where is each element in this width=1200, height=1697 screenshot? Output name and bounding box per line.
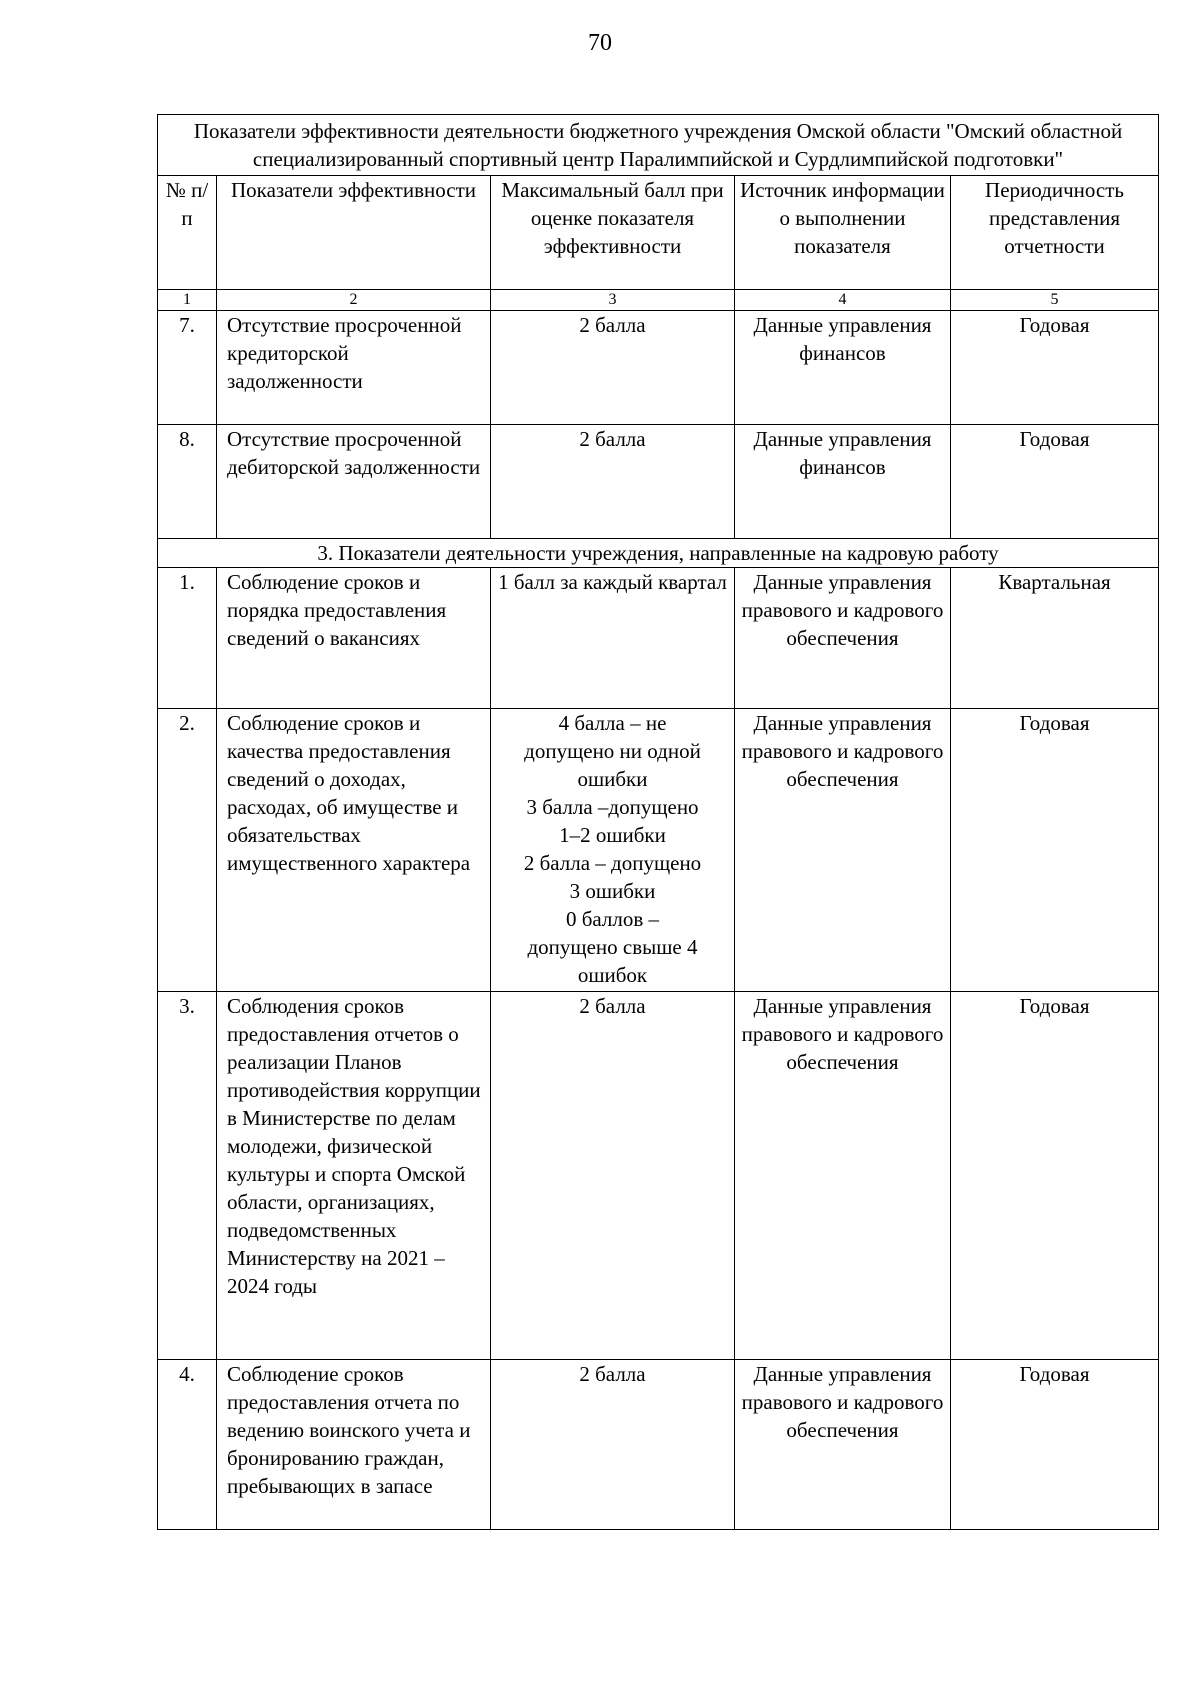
- row-source: Данные управления правового и кадрового обеспечения: [735, 709, 951, 992]
- score-line: 4 балла – не: [558, 711, 667, 735]
- page-number: 70: [588, 30, 612, 56]
- row-source: Данные управления правового и кадрового обеспечения: [735, 568, 951, 709]
- row-score: 2 балла: [491, 992, 735, 1360]
- score-line: 0 баллов –: [565, 907, 660, 931]
- row-indicator: Отсутствие просроченной кредиторской задолженности: [217, 311, 491, 425]
- row-number: 7.: [158, 311, 217, 425]
- row-source: Данные управления финансов: [735, 425, 951, 539]
- score-line: 2 балла – допущено: [523, 851, 702, 875]
- column-number: 1: [158, 290, 217, 311]
- section-row: [158, 539, 1159, 568]
- row-indicator: Соблюдение сроков предоставления отчета по ведению воинского учета и бронированию граждан, пребывающих в запасе: [217, 1360, 491, 1530]
- score-line: ошибок: [577, 963, 648, 987]
- score-line: ошибки: [577, 767, 648, 791]
- row-periodicity: Годовая: [951, 709, 1159, 992]
- section-title: 3. Показатели деятельности учреждения, направленные на кадровую работу: [158, 539, 1159, 568]
- table-row: [158, 568, 1159, 709]
- row-number: 8.: [158, 425, 217, 539]
- row-number: 2.: [158, 709, 217, 992]
- row-source: Данные управления правового и кадрового обеспечения: [735, 1360, 951, 1530]
- row-score: [491, 709, 735, 992]
- table-row: [158, 992, 1159, 1360]
- score-line: 3 ошибки: [569, 879, 656, 903]
- table-row: [158, 311, 1159, 425]
- column-number: 4: [735, 290, 951, 311]
- column-numbers-row: [158, 290, 1159, 311]
- score-line: допущено свыше 4: [527, 935, 698, 959]
- score-line: 3 балла –допущено: [526, 795, 699, 819]
- header-indicator: Показатели эффективности: [217, 176, 491, 290]
- score-line: 1–2 ошибки: [559, 823, 666, 847]
- table-title: Показатели эффективности деятельности бюджетного учреждения Омской области "Омский областной специализированный спортивный центр Паралимпийской и Сурдлимпийской подготовки": [158, 115, 1159, 176]
- row-periodicity: Годовая: [951, 1360, 1159, 1530]
- row-score: 1 балл за каждый квартал: [491, 568, 735, 709]
- row-score: 2 балла: [491, 311, 735, 425]
- row-number: 3.: [158, 992, 217, 1360]
- column-number: 2: [217, 290, 491, 311]
- row-number: 4.: [158, 1360, 217, 1530]
- row-score: 2 балла: [491, 425, 735, 539]
- row-source: Данные управления правового и кадрового обеспечения: [735, 992, 951, 1360]
- table-row: [158, 709, 1159, 992]
- row-indicator: Соблюдения сроков предоставления отчетов о реализации Планов противодействия коррупции в Министерстве по делам молодежи, физической культуры и спорта Омской области, организациях, подведомственных Министерству на 2021 – 2024 годы: [217, 992, 491, 1360]
- header-periodicity: Периодичность представления отчетности: [951, 176, 1159, 290]
- column-number: 3: [491, 290, 735, 311]
- row-periodicity: Годовая: [951, 311, 1159, 425]
- header-source: Источник информации о выполнении показателя: [735, 176, 951, 290]
- header-number: № п/п: [158, 176, 217, 290]
- row-source: Данные управления финансов: [735, 311, 951, 425]
- table-title-row: [158, 115, 1159, 176]
- row-indicator: Соблюдение сроков и порядка предоставления сведений о вакансиях: [217, 568, 491, 709]
- row-periodicity: Годовая: [951, 992, 1159, 1360]
- table-row: [158, 425, 1159, 539]
- indicators-table: [157, 114, 1159, 1530]
- row-periodicity: Квартальная: [951, 568, 1159, 709]
- header-max-score: Максимальный балл при оценке показателя эффективности: [491, 176, 735, 290]
- table-row: [158, 1360, 1159, 1530]
- score-line: допущено ни одной: [524, 739, 701, 763]
- row-score: 2 балла: [491, 1360, 735, 1530]
- row-indicator: Соблюдение сроков и качества предоставления сведений о доходах, расходах, об имуществе и обязательствах имущественного характера: [217, 709, 491, 992]
- column-number: 5: [951, 290, 1159, 311]
- table-header-row: [158, 176, 1159, 290]
- row-indicator: Отсутствие просроченной дебиторской задолженности: [217, 425, 491, 539]
- row-number: 1.: [158, 568, 217, 709]
- row-periodicity: Годовая: [951, 425, 1159, 539]
